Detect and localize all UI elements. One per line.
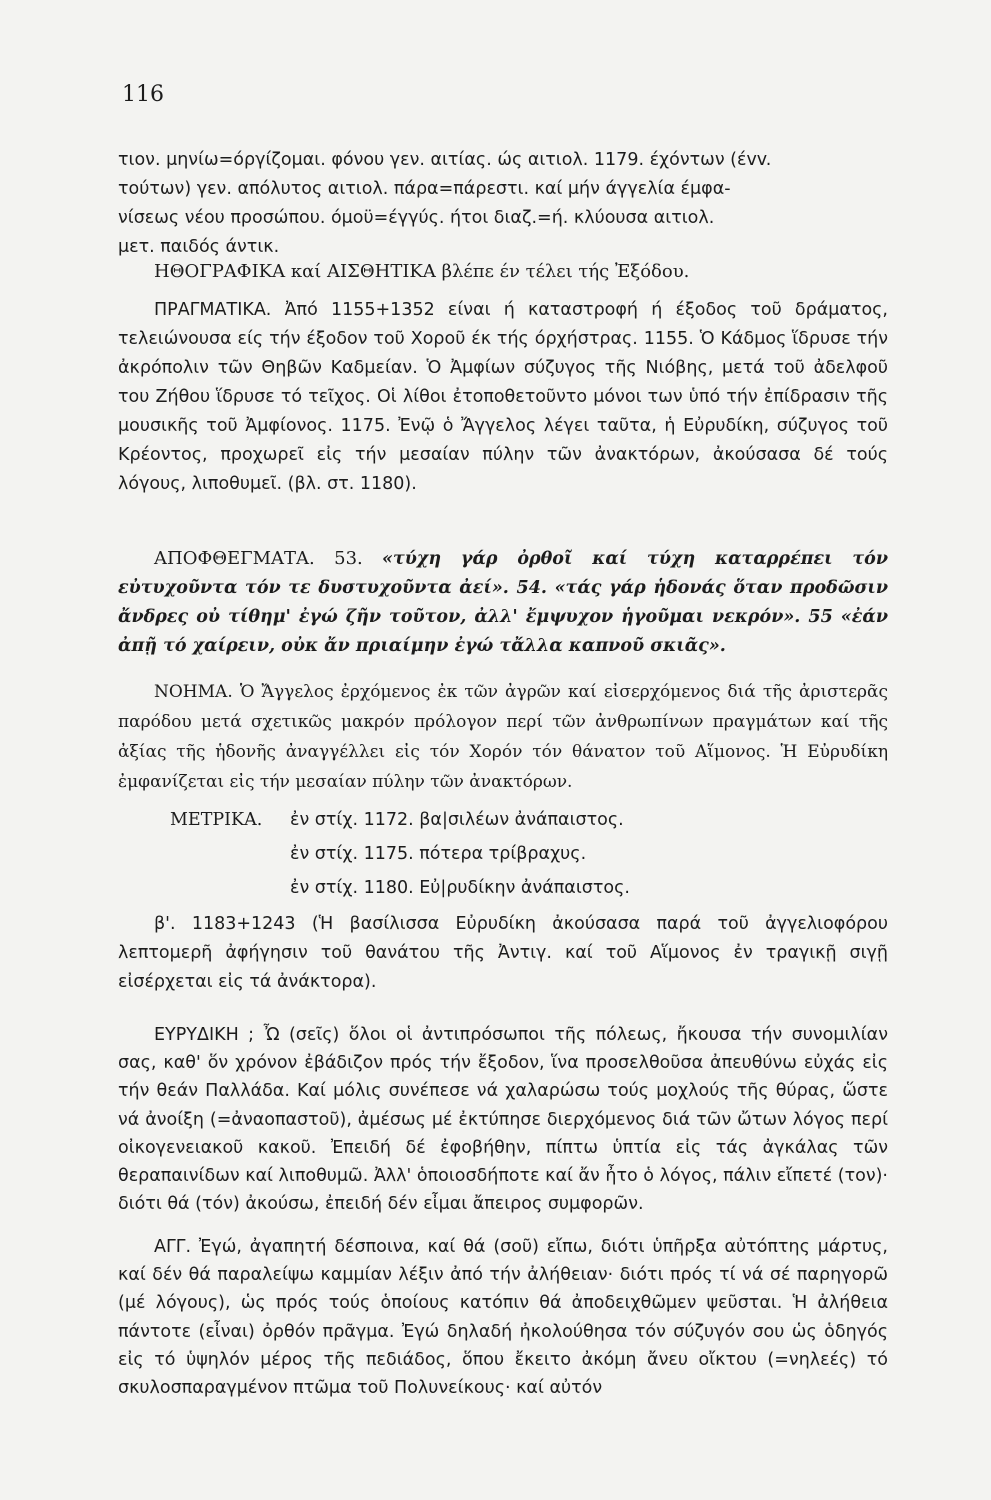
note-line: νίσεως νέου προσώπου. όμοϋ=έγγύς. ήτοι διαζ.=ή. κλύουσα αιτιολ. — [118, 208, 715, 228]
apofthegmata-paragraph — [118, 544, 888, 661]
apofthegmata-label: ΑΠΟΦΘΕΓΜΑΤΑ. 53. — [154, 548, 363, 569]
note-line: τούτων) γεν. απόλυτος αιτιολ. πάρα=πάρεστι. καί μήν άγγελία έμφα- — [118, 179, 731, 199]
pragmatika-paragraph: ΠΡΑΓΜΑΤΙΚΑ. Ἀπό 1155+1352 είναι ή καταστροφή ή έξοδος τοῦ δράματος, τελειώνουσα είς τήν έξοδον τοῦ Χοροῦ έκ τής όρχήστρας. 1155. Ὁ Κάδμος ἵδρυσε τήν ἀκρόπολιν τῶν Θηβῶν Καδμείαν. Ὁ Ἀμφίων σύζυγος τῆς Νιόβης, μετά τοῦ ἀδελφοῦ του Ζήθου ἵδρυσε τό τεῖχος. Οἱ λίθοι ἐτοποθετοῦντο μόνοι των ὑπό τήν ἐπίδρασιν τῆς μουσικῆς τοῦ Ἀμφίονος. 1175. Ἐνῷ ὁ Ἄγγελος λέγει ταῦτα, ἡ Εὐρυδίκη, σύζυγος τοῦ Κρέοντος, προχωρεῖ εἰς τήν μεσαίαν πύλην τῶν ἀνακτόρων, ἀκούσασα δέ τούς λόγους, λιποθυμεῖ. (βλ. στ. 1180). — [118, 300, 888, 494]
metrika-label: ΜΕΤΡΙΚΑ. — [170, 810, 263, 830]
note-line: μετ. παιδός άντικ. — [118, 237, 280, 257]
metrika-row: ἐν στίχ. 1175. πότερα τρίβραχυς. — [290, 844, 587, 864]
note-line: τιον. μηνίω=όργίζομαι. φόνου γεν. αιτίας. ώς αιτιολ. 1179. έχόντων (έvv. — [118, 150, 772, 170]
ethografika-heading: ΗΘΟΓΡΑΦΙΚΑ καί ΑΙΣΘΗΤΙΚΑ βλέπε έν τέλει τής Ἐξόδου. — [154, 261, 690, 282]
section-b-paragraph: β'. 1183+1243 (Ἡ βασίλισσα Εὐρυδίκη ἀκούσασα παρά τοῦ ἀγγελιοφόρου λεπτομερῆ ἀφήγησιν τοῦ θανάτου τῆς Ἀντιγ. καί τοῦ Αἵμονος ἐν τραγικῇ σιγῇ εἰσέρχεται εἰς τά ἀνάκτορα). — [118, 914, 888, 992]
page-number: 116 — [122, 82, 164, 107]
eurydike-speech: ΕΥΡΥΔΙΚΗ ; Ὦ (σεῖς) ὅλοι οἱ ἀντιπρόσωποι τῆς πόλεως, ἤκουσα τήν συνομιλίαν σας, καθ' ὅν χρόνον ἐβάδιζον πρός τήν ἔξοδον, ἵνα προσελθοῦσα ἀπευθύνω εὐχάς εἰς τήν θεάν Παλλάδα. Καί μόλις συνέπεσε νά χαλαρώσω τούς μοχλούς τῆς θύρας, ὥστε νά ἀνοίξη (=ἀναοπαστοῦ), ἀμέσως μέ ἐκτύπησε διερχόμενος διά τῶν ὤτων λόγος περί οἰκογενειακοῦ κακοῦ. Ἐπειδή δέ ἐφοβήθην, πίπτω ὑπτία εἰς τάς ἀγκάλας τῶν θεραπαινίδων καί λιποθυμῶ. Ἀλλ' ὁποιοσδήποτε καί ἄν ἦτο ὁ λόγος, πάλιν εἴπετέ (τον)· διότι θά (τόν) ἀκούσω, ἐπειδή δέν εἶμαι ἄπειρος συμφορῶν. — [118, 1025, 888, 1215]
noima-paragraph: ΝΟΗΜΑ. Ὁ Ἄγγελος ἐρχόμενος ἐκ τῶν ἀγρῶν καί εἰσερχόμενος διά τῆς ἀριστερᾶς παρόδου μετά σχετικῶς μακρόν πρόλογον περί τῶν ἀνθρωπίνων πραγμάτων καί τῆς ἀξίας τῆς ἡδονῆς ἀναγγέλλει εἰς τόν Χορόν τόν θάνατον τοῦ Αἵμονος. Ἡ Εὐρυδίκη ἐμφανίζεται εἰς τήν μεσαίαν πύλην τῶν ἀνακτόρων. — [118, 682, 888, 792]
metrika-row: ἐν στίχ. 1180. Εὐ|ρυδίκην ἀνάπαιστος. — [290, 878, 630, 898]
metrika-row: ἐν στίχ. 1172. βα|σιλέων ἀνάπαιστος. — [290, 810, 624, 830]
glossary-notes — [118, 146, 888, 262]
apofthegmata-quotes: «τύχη γάρ ὀρθοῖ καί τύχη καταρρέπει τόν εὐτυχοῦντα τόν τε δυστυχοῦντα ἀεί». 54. «τάς γάρ ἡδονάς ὅταν προδῶσιν ἄνδρες οὐ τίθημ' ἐγώ ζῆν τοῦτον, ἀλλ' ἔμψυχον ἡγοῦμαι νεκρόν». 55 «ἐάν ἀπῇ τό χαίρειν, οὐκ ἄν πριαίμην ἐγώ τἄλλα καπνοῦ σκιᾶς». — [118, 549, 888, 656]
angelos-speech: ΑΓΓ. Ἐγώ, ἀγαπητή δέσποινα, καί θά (σοῦ) εἴπω, διότι ὑπῆρξα αὐτόπτης μάρτυς, καί δέν θά παραλείψω καμμίαν λέξιν ἀπό τήν ἀλήθειαν· διότι πρός τί νά σέ παρηγορῶ (μέ λόγους), ὡς πρός τούς ὁποίους κατόπιν θά ἀποδειχθῶμεν ψεῦσται. Ἡ ἀλήθεια πάντοτε (εἶναι) ὀρθόν πρᾶγμα. Ἐγώ δηλαδή ἠκολούθησα τόν σύζυγόν σου ὡς ὁδηγός εἰς τό ὑψηλόν μέρος τῆς πεδιάδος, ὅπου ἔκειτο ἀκόμη ἄνευ οἴκτου (=νηλεές) τό σκυλοσπαραγμένον πτῶμα τοῦ Πολυνείκους· καί αὐτόν — [118, 1237, 888, 1399]
